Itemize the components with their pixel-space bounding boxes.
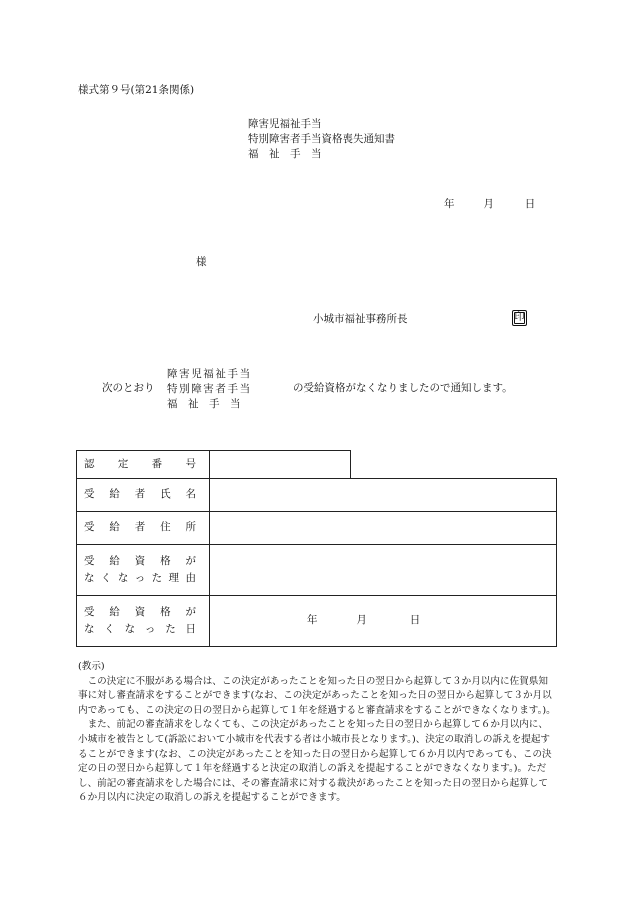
- label-certification-number: 認 定 番 号: [77, 451, 210, 479]
- label-recipient-address: 受 給 者 住 所: [77, 512, 210, 545]
- table-row: [77, 512, 557, 545]
- date-year-label: 年: [444, 198, 455, 210]
- label-loss-reason: 受 給 資 格 が な く な っ た 理 由: [77, 545, 210, 596]
- notice-lead: 次のとおり: [102, 382, 155, 394]
- table-row: [77, 479, 557, 512]
- title-line-1: 障害児福祉手当: [248, 118, 322, 130]
- remarks-section: [78, 660, 556, 806]
- loss-reason-value: [210, 545, 557, 596]
- issue-date: [444, 198, 535, 211]
- recipient-address-value: [210, 512, 557, 545]
- loss-date-value: [210, 596, 557, 647]
- loss-date-day-label: 日: [409, 614, 421, 627]
- notice-allowance-2: 特別障害者手当: [167, 383, 252, 395]
- loss-date-month-label: 月: [356, 614, 367, 627]
- date-month-label: 月: [483, 198, 494, 210]
- date-day-label: 日: [524, 198, 536, 210]
- remarks-paragraph-2: また、前記の審査請求をしなくても、この決定があったことを知った日の翌日から起算して６か月以内に、小城市を被告として(訴訟において小城市を代表する者は小城市長となります。)、決定の取消しの訴えを提起することができます(なお、この決定があったことを知った日の翌日から起算して６か月以内であっても、この決定の日の翌日から起算して１年を経過すると決定の取消しの訴えを提起することができなくなります。)。ただし、前記の審査請求をした場合には、その審査請求に対する裁決があったことを知った日の翌日から起算して６か月以内に決定の取消しの訴えを提起することができます。: [78, 719, 552, 804]
- table-row: [77, 545, 557, 596]
- addressee-suffix: 様: [196, 256, 207, 268]
- table-row: [77, 451, 557, 479]
- label-loss-date: 受 給 資 格 が な く な っ た 日: [77, 596, 210, 647]
- form-number: 様式第９号(第21条関係): [78, 84, 195, 96]
- seal-mark: 印: [512, 310, 527, 326]
- loss-date-year-label: 年: [307, 614, 318, 627]
- document-title: [248, 117, 395, 162]
- notice-tail: の受給資格がなくなりましたので通知します。: [293, 382, 513, 394]
- notice-allowance-list: [167, 367, 252, 412]
- certification-number-value: [210, 451, 351, 479]
- table-row: [77, 596, 557, 647]
- info-table: [76, 450, 557, 647]
- label-recipient-name: 受 給 者 氏 名: [77, 479, 210, 512]
- remarks-paragraph-1: この決定に不服がある場合は、この決定があったことを知った日の翌日から起算して３か月以内に佐賀県知事に対し審査請求をすることができます(なお、この決定があったことを知った日の翌日から起算して３か月以内であっても、この決定の日の翌日から起算して１年を経過すると審査請求をすることができなくなります。)。: [78, 675, 556, 716]
- blank-cell: [351, 451, 557, 479]
- remarks-heading: (教示): [78, 661, 105, 672]
- notice-allowance-3: 福 祉 手 当: [167, 398, 241, 410]
- issuer-name: 小城市福祉事務所長: [313, 313, 408, 325]
- title-line-2: 特別障害者手当資格喪失通知書: [248, 133, 395, 145]
- recipient-name-value: [210, 479, 557, 512]
- notice-allowance-1: 障害児福祉手当: [167, 368, 252, 380]
- title-line-3: 福 祉 手 当: [248, 148, 322, 160]
